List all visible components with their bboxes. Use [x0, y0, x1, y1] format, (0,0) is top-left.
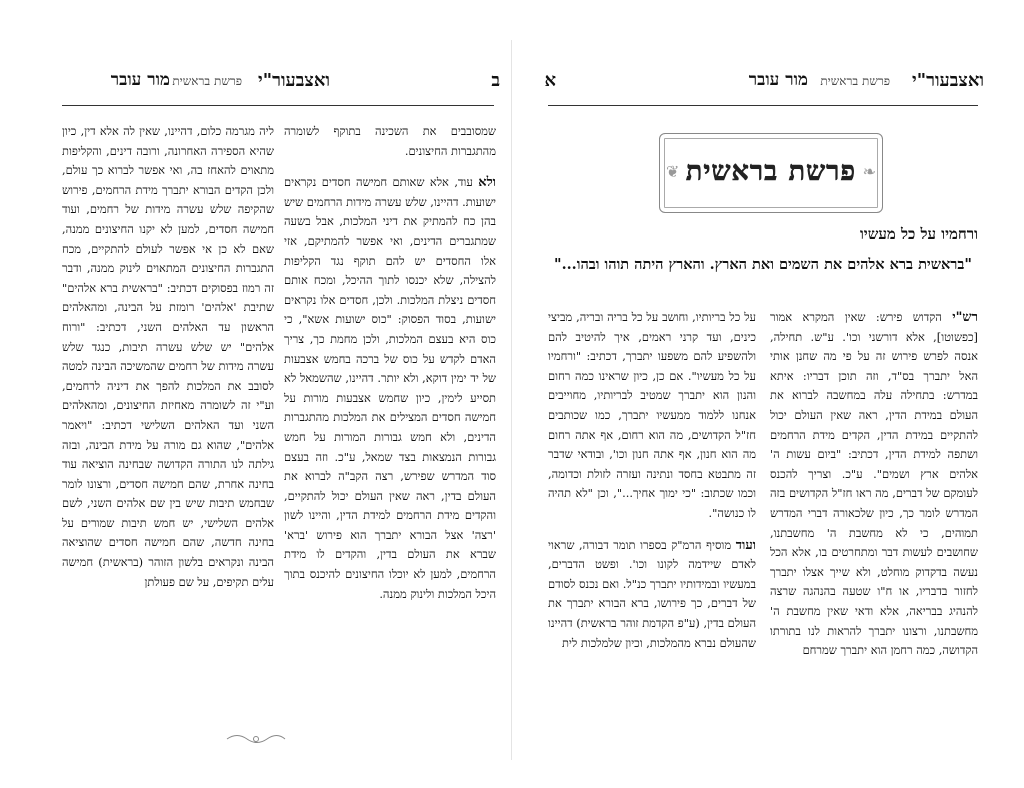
- ornament-icon: ❦: [666, 162, 680, 181]
- paragraph-lead-word: ולא: [478, 175, 496, 191]
- subtitle-verse: ורחמיו על כל מעשיו: [859, 225, 978, 243]
- parsha-title: פרשת בראשית: [685, 156, 857, 187]
- left-header-rule: [62, 105, 494, 106]
- header-book-title: ואצבעור"י: [912, 70, 984, 91]
- header-page-number: ב: [491, 70, 500, 91]
- opening-verse-quote: "בראשית ברא אלהים את השמים ואת הארץ. והארץ היתה תוהו ובהו...": [554, 256, 972, 273]
- right-header-rule: [548, 105, 978, 106]
- header-mor-over: מור עובר: [110, 70, 170, 90]
- parsha-title-frame: [659, 133, 883, 213]
- ornament-icon: ❧: [862, 162, 876, 181]
- header-page-number: א: [544, 70, 556, 91]
- bottom-ornament: [225, 732, 287, 746]
- paragraph-lead-word: ועוד: [735, 537, 756, 553]
- left-page-right-column: [284, 122, 496, 722]
- paragraph: ולא עוד, אלא שאותם חמישה חסדים נקראים ישועות. דהיינו, שלש עשרה מידות הרחמים שיש בהן כח להמתיק את דיני המלכות, אבל בשעה שמתגברים הדינים, ואי אפשר להמתיקם, אזי אלו החסדים יש להם תוקף נגד הקליפות להצילה, שלא יכנסו לתוך ההיכל, ומכח אותם חסדים ניצלת המלכות. ולכן, חסדים אלו נקראים ישועות, בסוד הפסוק: "כוס ישועות אשא", כי כוס היא בעצם המלכות, ולכן מחמת כך, צריך האדם לקדש על כוס של ברכה בחמש אצבעות של יד ימין דוקא, ולא יותר. דהיינו, שהשמאל לא תסייע לימין, כיון שחמש אצבעות מורות על חמישה חסדים המצילים את המלכות מהתגברות הדינים, ולא חמש גבורות המורות על חמש גבורות הנמצאות בצד שמאל, ע"כ. וזה בעצם סוד המדרש שפירש, רצה הקב"ה לברוא את העולם בדין, ראה שאין העולם יכול להתקיים, והקדים מידת הרחמים למידת הדין, והיינו לשון 'רצה' אצל הבורא יתברך הוא פירוש 'ברא' שברא את העולם בדין, והקדים לו מידת הרחמים, למען לא יוכלו החיצונים להיכנס בתוך היכל המלכות ולינוק ממנה.: [284, 175, 496, 601]
- header-parsha: פרשת בראשית: [172, 74, 242, 88]
- paragraph-lead-word: רש"י: [952, 310, 978, 325]
- left-page-left-column: [62, 122, 274, 722]
- header-parsha: פרשת בראשית: [820, 74, 890, 88]
- header-book-title: ואצבעור"י: [258, 70, 330, 91]
- right-page-left-column: [548, 308, 756, 724]
- left-page-header: [48, 70, 500, 100]
- right-page-right-column: [770, 308, 978, 724]
- paragraph: על כל בריותיו, וחושב על כל בריה ובריה, מביצי כינים, ועד קרני ראמים, איך להיטיב להם ולהשפיע להם משפעו יתברך, דכתיב: "ורחמיו על כל מעשיו". אם כן, כיון שראינו כמה רחום והנון הוא יתברך שמטיב לבריותיו, מחוייבים אנחנו ללמוד ממעשיו יתברך, כמו שכותבים חז"ל הקדושים, מה הוא רחום, אף אתה רחום מה הוא חנון, אף אתה חנון וכו', ובודאי שדבר זה מתבטא בחסד ונתינה ועזרה לזולת וכדומה, וכמו שכתוב: "כי ימוך אחיך...", וכן "לא תהיה לו כנושה".: [548, 310, 756, 520]
- book-spine: [511, 40, 512, 760]
- paragraph: ליה מגרמה כלום, דהיינו, שאין לה אלא דין, כיון שהיא הספירה האחרונה, ורובה דינים, והקליפות מתאוים להאחז בה, ואי אפשר לברוא כך עולם, ולכן הקדים הבורא יתברך מידת הרחמים, פירוש שהקיפה שלש עשרה מידות של רחמים, ועוד חמישה חסדים, למען לא יקנו החיצונים ממנה, שאם לא כן אי אפשר לעולם להתקיים, מכח התגברות החיצונים המתאוים לינוק ממנה, ודבר זה רמוז בפסוקים דכתיב: "בראשית ברא אלהים" שתיבת 'אלהים' רומזת על הבינה, ומהאלהים הראשון עד האלהים השני, דכתיב: "ורוח אלהים" יש שלש עשרה תיבות, כנגד שלש עשרה מידות של רחמים שהמשיכה הבינה למטה לסובב את המלכות להפך את דיניה לרחמים, וע"י זה לשומרה מאחיזת החיצונים, ומהאלהים השני ועד האלהים השלישי דכתיב: "ויאמר אלהים", שהוא גם מורה על מידת הבינה, ובזה גילתה לנו התורה הקדושה שבחינה הוציאה עוד בחינה אחרת, שהם חמישה חסדים, ורצונו לומר שבחמש תיבות שיש בין שם אלהים השני, לשם אלהים השלישי, יש חמש תיבות שמורים על בחינה חדשה, שהם חמישה חסדים שהוציאה הבינה ונקראים בלשון הזוהר (בראשית) חמישה עלים תקיפים, על שם פעולתן: [62, 124, 274, 589]
- header-mor-over: מור עובר: [748, 70, 808, 90]
- flourish-icon: [225, 732, 287, 746]
- paragraph: רש"י הקדוש פירש: שאין המקרא אמור [כפשוטו], אלא דורשני וכו'. ע"ש. תחילה, אנסה לפרש פירוש זה על פי מה שחנן אותי האל יתברך בס"ד, וזה תוכן דבריו: איתא במדרש: בתחילה עלה במחשבה לברוא את העולם במידת הדין, ראה שאין העולם יכול להתקיים במידת הדין, הקדים מידת הרחמים ושתפה למידת הדין, דכתיב: "ביום עשות ה' אלהים ארץ ושמים". ע"כ. וצריך להכנס לעומקם של דברים, מה ראו חז"ל הקדושים בזה המדרש לומר כך, כיון שלכאורה דברי המדרש תמוהים, כי לא מחשבת ה' מחשבתנו, שחושבים לעשות דבר ומתחרטים בו, אלא הכל נעשה בדקדוק מוחלט, ולא שייך אצלו יתברך לחזור בדבריו, או ח"ו שטעה בהנהגה שרצה להנהיג בבריאה, אלא ודאי שאין מחשבת ה' מחשבתנו, ורצונו יתברך להראות לנו בתורתו הקדושה, כמה רחמן הוא יתברך שמרחם: [770, 310, 978, 658]
- right-page-header: [540, 70, 984, 100]
- paragraph: ועוד מוסיף הרמ"ק בספרו תומר דבורה, שראוי לאדם שיידמה לקונו וכו'. ופשט הדברים, במעשיו ובמידותיו יתברך כנ"ל. ואם נכנס לסודם של דברים, כך פירושו, ברא הבורא יתברך את העולם בדין, (ע"פ הקדמת זוהר בראשית) דהיינו שהעולם נברא מהמלכות, וכיון שלמלכות לית: [548, 537, 756, 650]
- paragraph: שמסובבים את השכינה בתוקף לשומרה מהתגברות החיצונים.: [284, 124, 496, 158]
